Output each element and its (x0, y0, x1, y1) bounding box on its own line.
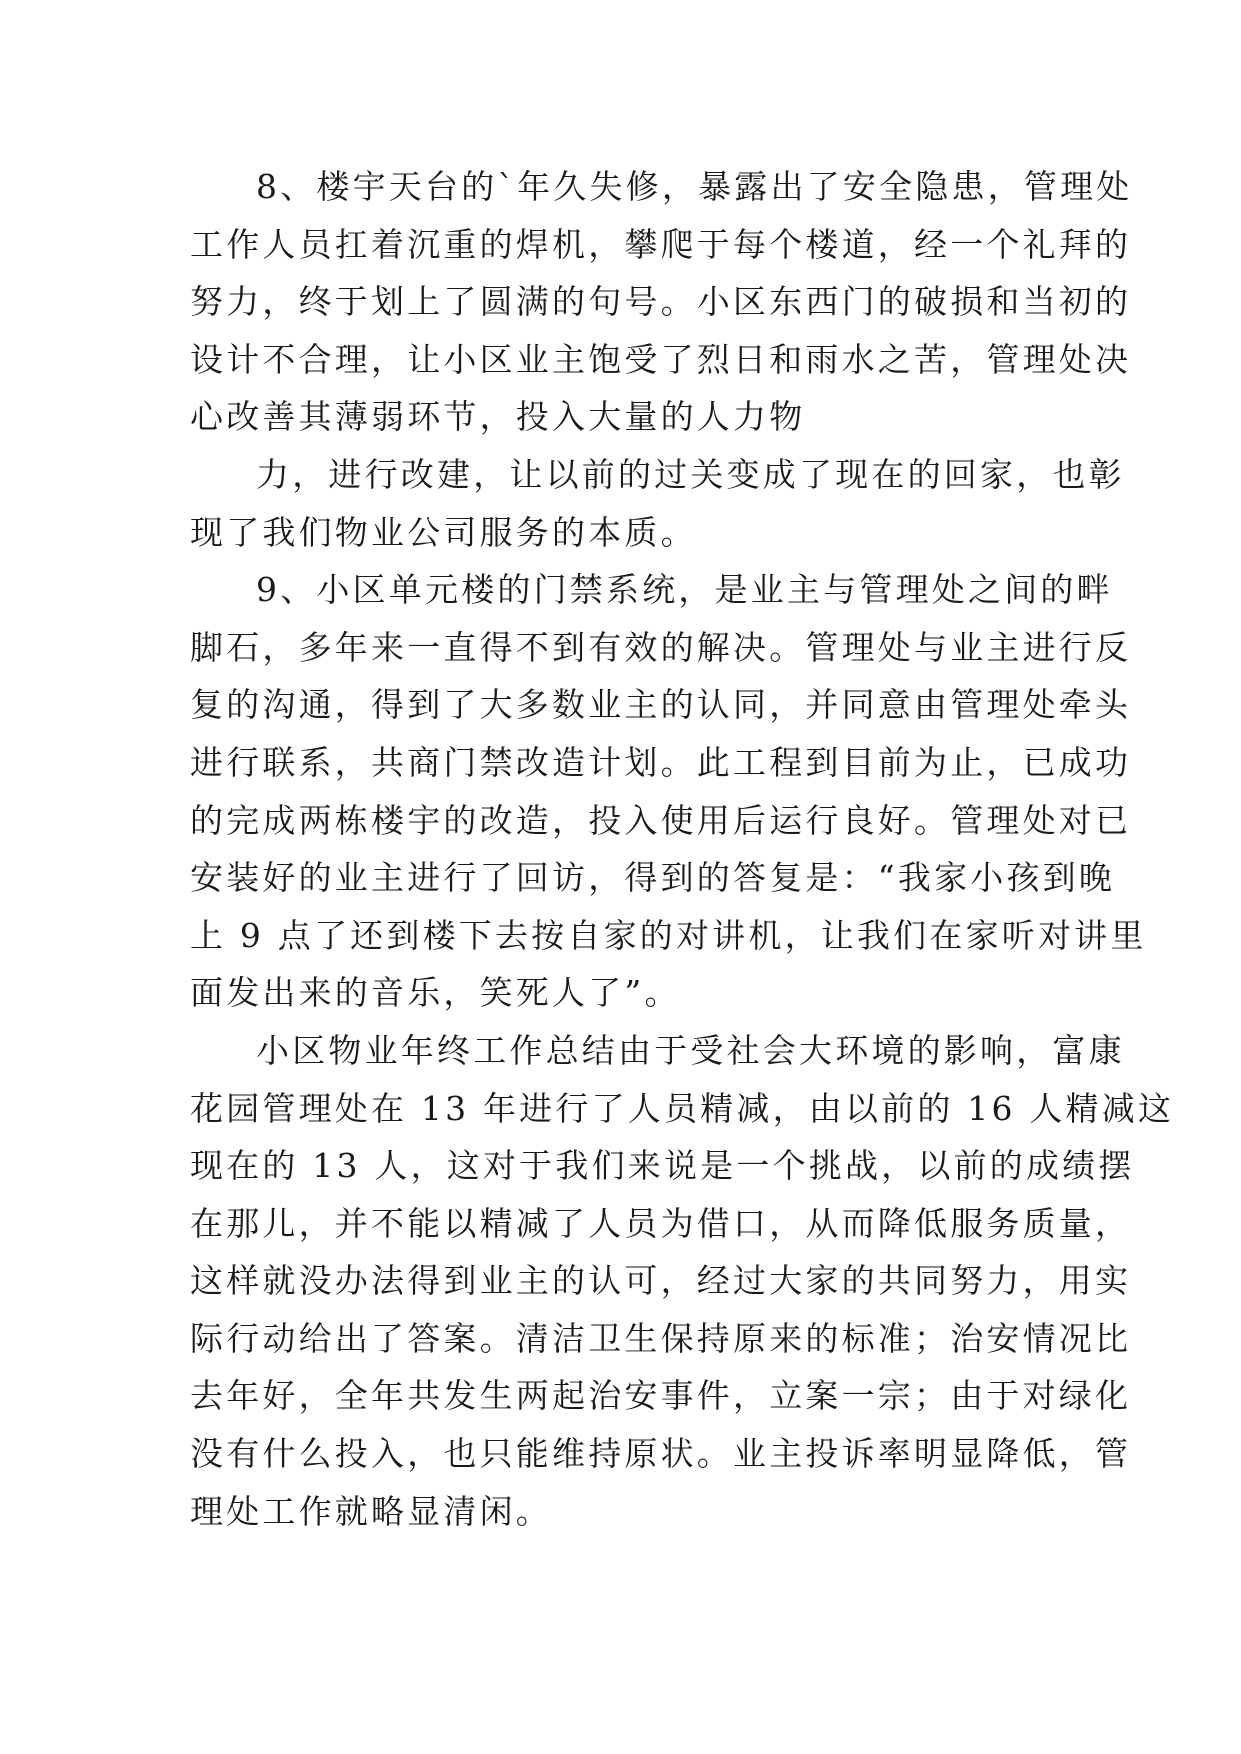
document-body (190, 158, 1175, 1540)
paragraph-line: 力，进行改建，让以前的过关变成了现在的回家，也彰 (256, 454, 1125, 494)
paragraph-continuation (190, 446, 1125, 561)
paragraph-line: 现在的 13 人，这对于我们来说是一个挑战，以前的成绩摆 (190, 1146, 1135, 1186)
paragraph-line: 设计不合理，让小区业主饱受了烈日和雨水之苦，管理处决 (190, 339, 1132, 379)
paragraph-line: 脚石，多年来一直得不到有效的解决。管理处与业主进行反 (190, 627, 1132, 667)
paragraph-line: 努力，终于划上了圆满的句号。小区东西门的破损和当初的 (190, 282, 1132, 322)
paragraph-line: 现了我们物业公司服务的本质。 (190, 512, 697, 552)
paragraph-line: 工作人员扛着沉重的焊机，攀爬于每个楼道，经一个礼拜的 (190, 224, 1132, 264)
paragraph-line: 进行联系，共商门禁改造计划。此工程到目前为止，已成功 (190, 742, 1132, 782)
paragraph-line: 这样就没办法得到业主的认可，经过大家的共同努力，用实 (190, 1261, 1132, 1301)
paragraph-line: 9、小区单元楼的门禁系统，是业主与管理处之间的畔 (256, 570, 1113, 610)
paragraph-line: 去年好，全年共发生两起治安事件，立案一宗；由于对绿化 (190, 1376, 1132, 1416)
paragraph-line: 在那儿，并不能以精减了人员为借口，从而降低服务质量， (190, 1203, 1132, 1243)
paragraph-9 (190, 561, 1147, 1022)
paragraph-line: 理处工作就略显清闲。 (190, 1491, 552, 1531)
paragraph-8 (190, 158, 1133, 446)
paragraph-line: 心改善其薄弱环节，投入大量的人力物 (190, 397, 806, 437)
paragraph-line: 复的沟通，得到了大多数业主的认同，并同意由管理处牵头 (190, 685, 1132, 725)
paragraph-line: 面发出来的音乐，笑死人了”。 (190, 973, 681, 1013)
paragraph-line: 上 9 点了还到楼下去按自家的对讲机，让我们在家听对讲里 (190, 915, 1147, 955)
paragraph-line: 没有什么投入，也只能维持原状。业主投诉率明显降低，管 (190, 1434, 1132, 1474)
paragraph-line: 安装好的业主进行了回访，得到的答复是：“我家小孩到晚 (190, 858, 1116, 898)
paragraph-line: 的完成两栋楼宇的改造，投入使用后运行良好。管理处对已 (190, 800, 1132, 840)
paragraph-summary (190, 1022, 1175, 1540)
paragraph-line: 际行动给出了答案。清洁卫生保持原来的标准；治安情况比 (190, 1318, 1132, 1358)
paragraph-line: 8、楼宇天台的`年久失修，暴露出了安全隐患，管理处 (256, 167, 1133, 206)
paragraph-line: 花园管理处在 13 年进行了人员精减，由以前的 16 人精减这 (190, 1088, 1175, 1128)
paragraph-line: 小区物业年终工作总结由于受社会大环境的影响，富康 (256, 1030, 1125, 1070)
